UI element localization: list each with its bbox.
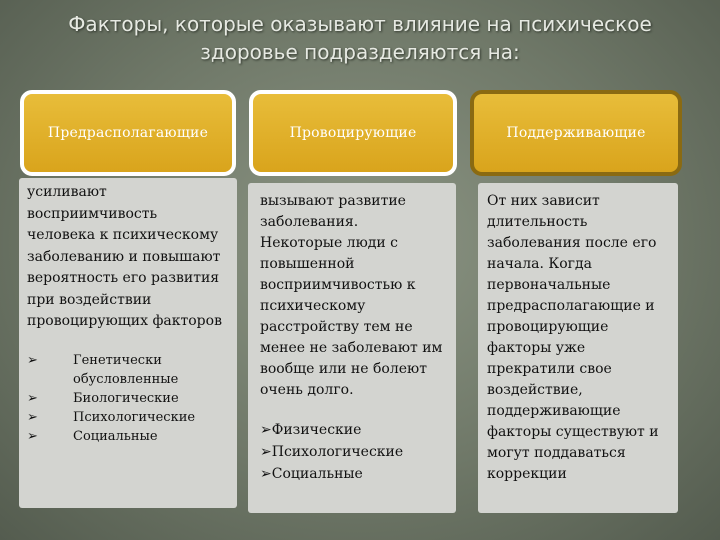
panel-supporting (478, 183, 678, 513)
panel-predisposing (19, 178, 237, 508)
arrow-bullet-icon: ➢ (260, 422, 272, 438)
supporting-description: От них зависит длительность заболевания после его начала. Когда первоначальные предрасполагающие и провоцирующие факторы уже прекратили свое воздействие, поддерживающие факторы существуют и могут поддаваться коррекции (487, 193, 659, 482)
provoking-factor-list (260, 419, 444, 485)
arrow-bullet-icon: ➢ (27, 428, 38, 444)
list-item: ➢ Биологические (27, 390, 179, 406)
header-predisposing: Предрасполагающие (20, 90, 236, 176)
slide-title (40, 10, 680, 66)
slide-title-line-2: здоровье подразделяются на: (200, 40, 520, 64)
list-item: ➢Физические (260, 422, 362, 438)
provoking-description: вызывают развитие заболевания. Некоторые люди с повышенной восприимчивостью к психическому расстройству тем не менее не заболевают им вообще или не болеют очень долго. (260, 193, 443, 398)
arrow-bullet-icon: ➢ (260, 444, 272, 460)
list-item: ➢ Психологические (27, 409, 196, 425)
list-item: ➢Психологические (260, 444, 404, 460)
header-provoking: Провоцирующие (249, 90, 457, 176)
arrow-bullet-icon: ➢ (27, 390, 38, 406)
predisposing-factor-list (27, 351, 229, 446)
list-item: ➢Социальные (260, 466, 363, 482)
arrow-bullet-icon: ➢ (27, 409, 38, 425)
predisposing-description: усиливают восприимчивость человека к психическому заболеванию и повышают вероятность его развития при воздействии провоцирующих факторов (27, 184, 222, 329)
arrow-bullet-icon: ➢ (27, 352, 38, 368)
slide-title-line-1: Факторы, которые оказывают влияние на психическое (68, 12, 652, 36)
arrow-bullet-icon: ➢ (260, 466, 272, 482)
panel-provoking (248, 183, 456, 513)
list-item: ➢ Генетически обусловленные (27, 352, 179, 387)
list-item: ➢ Социальные (27, 428, 158, 444)
header-supporting: Поддерживающие (470, 90, 682, 176)
